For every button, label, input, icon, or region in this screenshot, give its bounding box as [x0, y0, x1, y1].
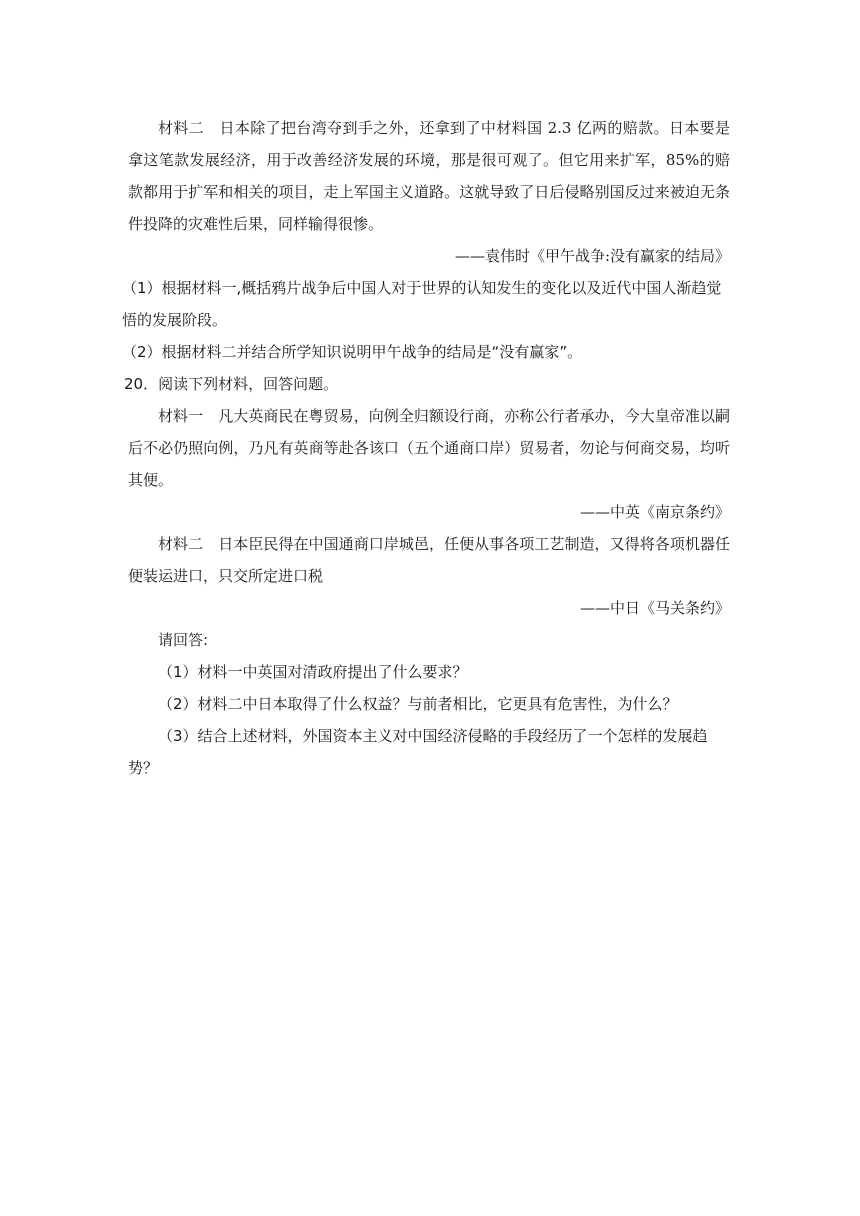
material2-japan-text: 材料二 日本除了把台湾夺到手之外，还拿到了中材料国 2.3 亿两的赔款。日本要是拿这笔款发展经济，用于改善经济发展的环境，那是很可观了。但它用来扩军，85%的赔款都用于扩军和相关的项目，走上军国主义道路。这就导致了日后侵略别国反过来被迫无条件投降的灾难性后果，同样输得很惨。 — [128, 119, 730, 233]
q19-sub1: （1）根据材料一,概括鸦片战争后中国人对于世界的认知发生的变化以及近代中国人渐趋觉悟的发展阶段。 — [122, 279, 722, 329]
q20-material2-source: ——中日《马关条约》 — [579, 599, 730, 617]
material2-japan-source: ——袁伟时《甲午战争:没有赢家的结局》 — [454, 247, 730, 265]
q20-material1-text: 材料一 凡大英商民在粤贸易，向例全归额设行商，亦称公行者承办，今大皇帝准以嗣后不必仍照向例，乃凡有英商等赴各该口（五个通商口岸）贸易者，勿论与何商交易，均听其便。 — [128, 407, 730, 489]
q20-heading: 20．阅读下列材料，回答问题。 — [124, 375, 339, 393]
q19-sub2: （2）根据材料二并结合所学知识说明甲午战争的结局是“没有赢家”。 — [122, 343, 583, 361]
q20-sub1: （1）材料一中英国对清政府提出了什么要求？ — [158, 663, 468, 681]
q20-sub2: （2）材料二中日本取得了什么权益？与前者相比，它更具有危害性，为什么？ — [158, 695, 678, 713]
q20-prompt: 请回答: — [158, 631, 209, 649]
exam-page — [122, 112, 730, 784]
q20-sub3: （3）结合上述材料，外国资本主义对中国经济侵略的手段经历了一个怎样的发展趋势？ — [128, 727, 708, 777]
q20-material1-source: ——中英《南京条约》 — [579, 503, 730, 521]
q20-material2-text: 材料二 日本臣民得在中国通商口岸城邑，任便从事各项工艺制造，又得将各项机器任便装运进口，只交所定进口税 — [128, 535, 730, 585]
